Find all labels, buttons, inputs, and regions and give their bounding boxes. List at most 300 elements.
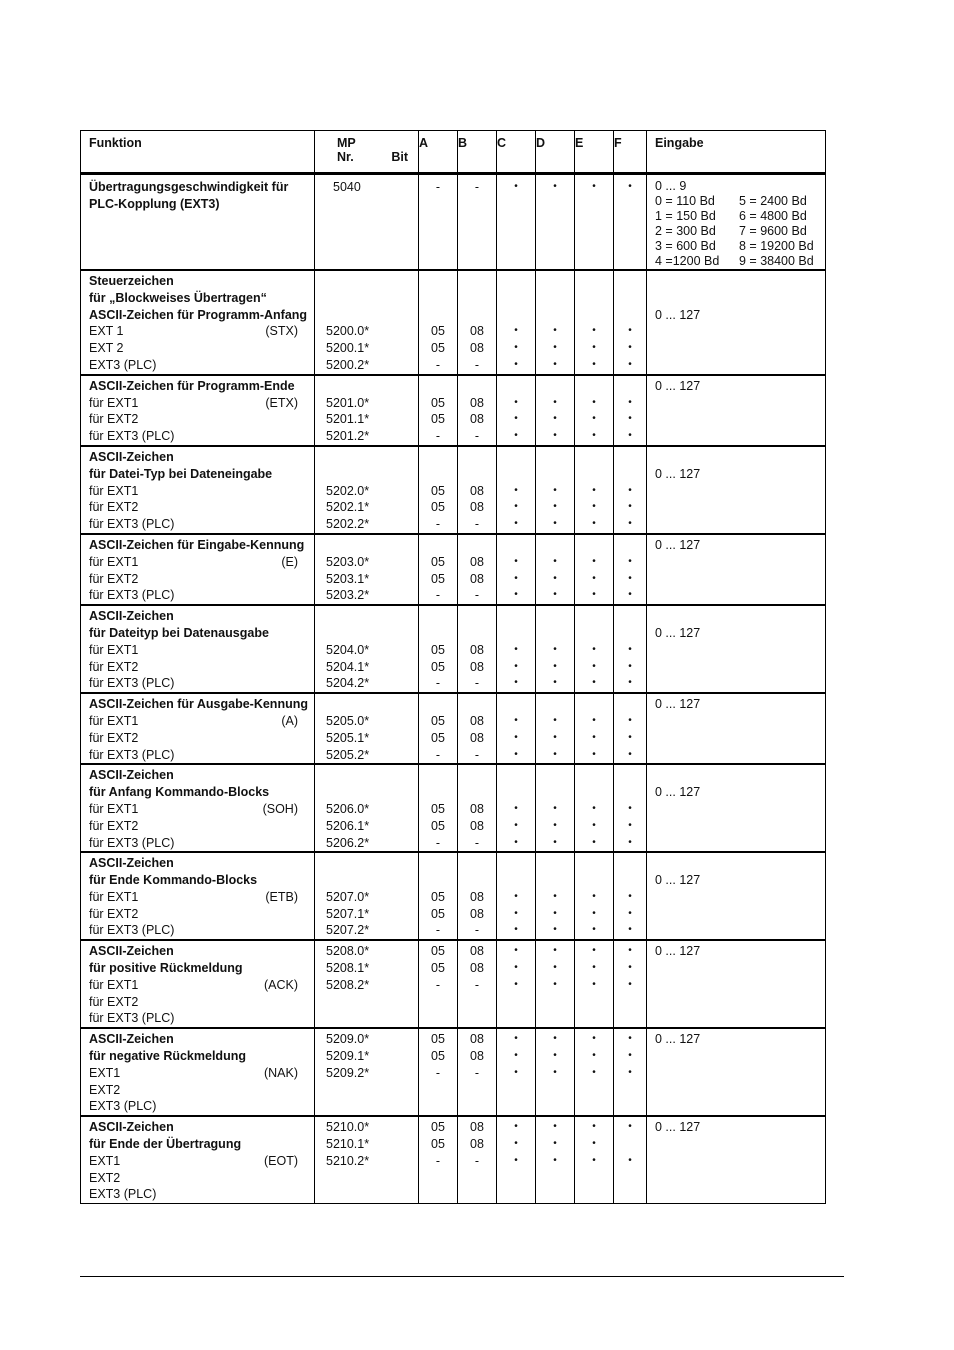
value-mark: • xyxy=(628,342,632,354)
value-mark xyxy=(575,449,613,466)
value-mark xyxy=(575,1170,613,1187)
function-text: für EXT2 xyxy=(89,906,139,921)
e-cell xyxy=(575,375,614,446)
value-mark: • xyxy=(628,802,632,814)
mp-number xyxy=(326,449,418,466)
value-mark xyxy=(614,1186,646,1203)
function-text: EXT1 xyxy=(89,1065,121,1080)
value-mark: • xyxy=(592,731,596,743)
mp-number xyxy=(326,767,418,784)
value-mark: • xyxy=(592,836,596,848)
value-mark xyxy=(419,1082,457,1099)
function-text: EXT 2 xyxy=(89,341,124,356)
value-mark: • xyxy=(553,358,557,370)
value-mark xyxy=(575,1010,613,1027)
mp-number: 5205.0* xyxy=(326,713,370,728)
value-mark: • xyxy=(553,413,557,425)
value-mark: • xyxy=(553,555,557,567)
value-mark xyxy=(575,625,613,642)
value-mark: • xyxy=(628,1066,632,1078)
mp-number: 5202.2* xyxy=(326,517,370,532)
control-code: (NAK) xyxy=(263,1065,298,1080)
value-mark xyxy=(497,855,535,872)
value-mark: • xyxy=(514,945,518,957)
mp-cell xyxy=(315,534,419,605)
eingabe-range: 0 ... 127 xyxy=(655,625,701,640)
value-mark xyxy=(419,466,457,483)
value-mark: 08 xyxy=(470,713,484,728)
function-cell xyxy=(81,375,315,446)
a-cell xyxy=(419,375,458,446)
value-mark: • xyxy=(628,1154,632,1166)
value-mark: • xyxy=(553,748,557,760)
eingabe-cell xyxy=(647,1028,826,1116)
value-mark: 05 xyxy=(431,554,445,569)
eingabe-range: 0 ... 127 xyxy=(655,378,701,393)
mp-number: 5200.0* xyxy=(326,324,370,339)
mp-number: 5210.1* xyxy=(326,1137,370,1152)
mp-number: 5203.0* xyxy=(326,554,370,569)
value-mark xyxy=(458,1170,496,1187)
value-mark xyxy=(614,1010,646,1027)
b-cell xyxy=(458,693,497,764)
function-text: ASCII-Zeichen xyxy=(89,768,174,783)
function-text: ASCII-Zeichen für Ausgabe-Kennung xyxy=(89,697,308,712)
baud-eingabe-cell: 0 ... 9 0 = 110 Bd 5 = 2400 Bd 1 = 150 Bd 6 = 4800 Bd 2 = 300 Bd 7 = 9600 Bd 3 = 600 Bd 8 = 19200 Bd 4 =1200 Bd 9 = 38400 Bd xyxy=(647,174,826,271)
mp-cell xyxy=(315,693,419,764)
value-mark xyxy=(614,994,646,1011)
value-mark xyxy=(458,1010,496,1027)
e-cell xyxy=(575,534,614,605)
function-text: für negative Rückmeldung xyxy=(89,1049,246,1064)
value-mark xyxy=(575,784,613,801)
mp-number xyxy=(326,1098,418,1115)
value-mark: • xyxy=(553,978,557,990)
function-cell xyxy=(81,1028,315,1116)
mp-number xyxy=(326,466,418,483)
function-text: EXT1 xyxy=(89,1153,121,1168)
value-mark xyxy=(614,1098,646,1115)
value-mark: • xyxy=(553,396,557,408)
value-mark: 08 xyxy=(470,906,484,921)
value-mark xyxy=(458,273,496,290)
d-cell xyxy=(536,1116,575,1203)
function-cell xyxy=(81,693,315,764)
function-cell xyxy=(81,852,315,940)
eingabe-cell xyxy=(647,693,826,764)
baud-rate-row xyxy=(81,174,826,271)
value-mark: • xyxy=(514,518,518,530)
function-text: ASCII-Zeichen für Programm-Anfang xyxy=(89,307,308,322)
value-mark: • xyxy=(628,358,632,370)
value-mark: • xyxy=(628,660,632,672)
value-mark xyxy=(419,994,457,1011)
value-mark: 05 xyxy=(431,395,445,410)
value-mark: • xyxy=(628,501,632,513)
value-mark: • xyxy=(628,714,632,726)
value-mark: • xyxy=(514,1121,518,1133)
value-mark xyxy=(458,307,496,324)
value-mark: 05 xyxy=(431,659,445,674)
value-mark: 05 xyxy=(431,341,445,356)
mp-number xyxy=(326,696,418,713)
a-cell xyxy=(419,1116,458,1203)
value-mark: - xyxy=(435,835,441,850)
value-mark: 08 xyxy=(470,1120,484,1135)
value-mark: 08 xyxy=(470,889,484,904)
eingabe-cell xyxy=(647,764,826,852)
baud-d-cell: • xyxy=(536,174,575,271)
value-mark: • xyxy=(514,589,518,601)
e-cell xyxy=(575,693,614,764)
value-mark xyxy=(497,1098,535,1115)
function-text: für EXT2 xyxy=(89,659,139,674)
value-mark: • xyxy=(592,1050,596,1062)
spacer xyxy=(655,449,825,466)
value-mark xyxy=(497,378,535,395)
value-mark: 08 xyxy=(470,324,484,339)
parameter-group-row xyxy=(81,605,826,693)
value-mark: • xyxy=(628,1121,632,1133)
f-cell xyxy=(614,270,647,375)
value-mark: • xyxy=(553,660,557,672)
value-mark xyxy=(536,994,574,1011)
value-mark: • xyxy=(592,748,596,760)
function-text: für EXT2 xyxy=(89,730,139,745)
value-mark: • xyxy=(553,731,557,743)
value-mark: • xyxy=(553,572,557,584)
value-mark: • xyxy=(514,978,518,990)
value-mark: 05 xyxy=(431,889,445,904)
value-mark: - xyxy=(474,747,480,762)
value-mark xyxy=(419,784,457,801)
mp-number xyxy=(326,1010,418,1027)
value-mark xyxy=(575,767,613,784)
mp-number xyxy=(326,1082,418,1099)
value-mark xyxy=(614,1136,646,1153)
value-mark: 05 xyxy=(431,1049,445,1064)
function-text: EXT3 (PLC) xyxy=(89,1187,157,1202)
function-line xyxy=(89,801,314,818)
value-mark: • xyxy=(514,342,518,354)
value-mark xyxy=(458,994,496,1011)
value-mark: • xyxy=(592,1033,596,1045)
value-mark xyxy=(419,608,457,625)
value-mark: - xyxy=(435,676,441,691)
function-text: für EXT1 xyxy=(89,713,139,728)
value-mark: - xyxy=(435,747,441,762)
value-mark xyxy=(419,1170,457,1187)
header-mp: MP Nr. Bit xyxy=(315,131,419,174)
function-text: für EXT3 (PLC) xyxy=(89,517,175,532)
value-mark: 05 xyxy=(431,412,445,427)
value-mark xyxy=(536,378,574,395)
value-mark: 08 xyxy=(470,395,484,410)
value-mark: • xyxy=(592,802,596,814)
value-mark: • xyxy=(514,1154,518,1166)
value-mark: 08 xyxy=(470,659,484,674)
value-mark: • xyxy=(592,342,596,354)
value-mark xyxy=(575,855,613,872)
f-cell xyxy=(614,940,647,1028)
value-mark: • xyxy=(592,643,596,655)
control-code: (E) xyxy=(281,554,298,569)
value-mark xyxy=(575,537,613,554)
mp-number xyxy=(326,290,418,307)
spacer xyxy=(655,608,825,625)
value-mark: • xyxy=(553,1050,557,1062)
mp-number: 5205.1* xyxy=(326,730,370,745)
value-mark: • xyxy=(628,325,632,337)
d-cell xyxy=(536,852,575,940)
mp-number: 5206.1* xyxy=(326,818,370,833)
function-cell xyxy=(81,605,315,693)
value-mark xyxy=(458,872,496,889)
parameter-group-row xyxy=(81,852,826,940)
c-cell xyxy=(497,693,536,764)
value-mark xyxy=(419,872,457,889)
parameter-group-row xyxy=(81,446,826,534)
function-text: für Anfang Kommando-Blocks xyxy=(89,785,270,800)
c-cell xyxy=(497,1116,536,1203)
value-mark: 05 xyxy=(431,1032,445,1047)
value-mark: • xyxy=(553,1066,557,1078)
mp-number: 5202.1* xyxy=(326,500,370,515)
mp-number xyxy=(326,872,418,889)
value-mark: • xyxy=(553,325,557,337)
value-mark: • xyxy=(514,572,518,584)
value-mark: • xyxy=(553,501,557,513)
value-mark xyxy=(536,872,574,889)
mp-cell xyxy=(315,270,419,375)
value-mark: • xyxy=(592,1066,596,1078)
value-mark xyxy=(497,1170,535,1187)
value-mark xyxy=(419,449,457,466)
value-mark xyxy=(614,767,646,784)
value-mark: • xyxy=(553,677,557,689)
value-mark: - xyxy=(435,357,441,372)
function-text: EXT3 (PLC) xyxy=(89,1099,157,1114)
value-mark: • xyxy=(553,518,557,530)
mp-cell xyxy=(315,605,419,693)
value-mark xyxy=(497,449,535,466)
value-mark: • xyxy=(628,890,632,902)
mp-number: 5209.0* xyxy=(326,1032,370,1047)
value-mark: • xyxy=(553,836,557,848)
baud-b-cell: - xyxy=(458,174,497,271)
value-mark: • xyxy=(628,907,632,919)
mp-number: 5203.2* xyxy=(326,588,370,603)
value-mark xyxy=(419,1010,457,1027)
value-mark: • xyxy=(514,962,518,974)
a-cell xyxy=(419,940,458,1028)
value-mark: • xyxy=(514,396,518,408)
value-mark: • xyxy=(514,501,518,513)
value-mark xyxy=(536,449,574,466)
value-mark xyxy=(536,1186,574,1203)
value-mark xyxy=(536,1098,574,1115)
baud-a-cell: - xyxy=(419,174,458,271)
function-text: für Datei-Typ bei Dateneingabe xyxy=(89,466,273,481)
f-cell xyxy=(614,693,647,764)
mp-number xyxy=(326,855,418,872)
value-mark: • xyxy=(514,430,518,442)
header-a: A xyxy=(419,131,458,174)
value-mark xyxy=(536,784,574,801)
d-cell xyxy=(536,446,575,534)
value-mark xyxy=(458,378,496,395)
e-cell xyxy=(575,270,614,375)
function-text: für EXT3 (PLC) xyxy=(89,923,175,938)
value-mark: • xyxy=(553,714,557,726)
value-mark xyxy=(497,784,535,801)
value-mark: • xyxy=(628,1050,632,1062)
value-mark xyxy=(575,378,613,395)
eingabe-cell xyxy=(647,605,826,693)
value-mark: • xyxy=(514,325,518,337)
value-mark xyxy=(458,1098,496,1115)
value-mark xyxy=(575,994,613,1011)
function-cell xyxy=(81,534,315,605)
value-mark: • xyxy=(628,748,632,760)
function-cell xyxy=(81,1116,315,1203)
function-text: für EXT1 xyxy=(89,642,139,657)
function-text: für EXT1 xyxy=(89,554,139,569)
value-mark: • xyxy=(592,555,596,567)
parameter-group-row xyxy=(81,375,826,446)
function-text: für Ende der Übertragung xyxy=(89,1137,242,1152)
mp-cell xyxy=(315,375,419,446)
mp-cell xyxy=(315,1116,419,1203)
function-text: für EXT3 (PLC) xyxy=(89,835,175,850)
mp-number xyxy=(326,608,418,625)
function-line xyxy=(89,554,314,571)
value-mark: • xyxy=(592,962,596,974)
mp-number xyxy=(326,625,418,642)
value-mark: 08 xyxy=(470,571,484,586)
b-cell xyxy=(458,1028,497,1116)
function-text: ASCII-Zeichen xyxy=(89,1120,174,1135)
value-mark: • xyxy=(628,924,632,936)
value-mark: • xyxy=(514,836,518,848)
value-mark: • xyxy=(514,555,518,567)
control-code: (STX) xyxy=(265,324,298,339)
value-mark: • xyxy=(514,484,518,496)
d-cell xyxy=(536,1028,575,1116)
function-line xyxy=(89,1065,314,1082)
mp-number: 5201.1* xyxy=(326,412,370,427)
value-mark xyxy=(419,1098,457,1115)
value-mark xyxy=(614,290,646,307)
value-mark: - xyxy=(435,588,441,603)
value-mark: - xyxy=(474,835,480,850)
value-mark xyxy=(575,466,613,483)
function-text: für positive Rückmeldung xyxy=(89,961,243,976)
mp-number xyxy=(326,994,418,1011)
spacer xyxy=(655,290,825,307)
value-mark: - xyxy=(474,977,480,992)
mp-number: 5204.1* xyxy=(326,659,370,674)
value-mark: - xyxy=(474,676,480,691)
value-mark xyxy=(497,994,535,1011)
value-mark: • xyxy=(592,1154,596,1166)
eingabe-cell xyxy=(647,852,826,940)
value-mark xyxy=(614,625,646,642)
value-mark: • xyxy=(592,358,596,370)
e-cell xyxy=(575,764,614,852)
value-mark: • xyxy=(592,1121,596,1133)
value-mark: • xyxy=(553,1033,557,1045)
value-mark: • xyxy=(592,1138,596,1150)
value-mark xyxy=(419,537,457,554)
value-mark: • xyxy=(514,677,518,689)
d-cell xyxy=(536,605,575,693)
mp-number: 5201.2* xyxy=(326,429,370,444)
function-line xyxy=(89,977,314,994)
b-cell xyxy=(458,852,497,940)
value-mark: • xyxy=(592,396,596,408)
function-line xyxy=(89,1153,314,1170)
value-mark: • xyxy=(628,819,632,831)
control-code: (A) xyxy=(281,713,298,728)
mp-number: 5200.2* xyxy=(326,357,370,372)
function-text: für EXT2 xyxy=(89,500,139,515)
value-mark: • xyxy=(514,660,518,672)
e-cell xyxy=(575,940,614,1028)
value-mark xyxy=(458,767,496,784)
spacer xyxy=(655,767,825,784)
value-mark: • xyxy=(514,643,518,655)
value-mark xyxy=(419,855,457,872)
function-text: EXT 1 xyxy=(89,324,124,339)
c-cell xyxy=(497,605,536,693)
value-mark xyxy=(536,273,574,290)
value-mark: 08 xyxy=(470,1137,484,1152)
value-mark xyxy=(575,1098,613,1115)
parameter-group-row xyxy=(81,940,826,1028)
f-cell xyxy=(614,1028,647,1116)
value-mark: 08 xyxy=(470,730,484,745)
b-cell xyxy=(458,375,497,446)
value-mark xyxy=(497,1082,535,1099)
value-mark: • xyxy=(628,413,632,425)
value-mark xyxy=(497,625,535,642)
value-mark: • xyxy=(553,1121,557,1133)
mp-number xyxy=(326,273,418,290)
value-mark: • xyxy=(628,978,632,990)
header-b: B xyxy=(458,131,497,174)
a-cell xyxy=(419,270,458,375)
value-mark: 08 xyxy=(470,341,484,356)
value-mark xyxy=(575,608,613,625)
d-cell xyxy=(536,764,575,852)
b-cell xyxy=(458,446,497,534)
value-mark xyxy=(458,625,496,642)
spacer xyxy=(655,273,825,290)
value-mark: • xyxy=(514,907,518,919)
value-mark: • xyxy=(553,430,557,442)
a-cell xyxy=(419,1028,458,1116)
function-text: für EXT1 xyxy=(89,977,139,992)
mp-number xyxy=(326,537,418,554)
value-mark xyxy=(575,1082,613,1099)
function-cell xyxy=(81,270,315,375)
mp-number: 5207.1* xyxy=(326,906,370,921)
value-mark xyxy=(614,378,646,395)
value-mark: • xyxy=(628,643,632,655)
value-mark xyxy=(497,466,535,483)
b-cell xyxy=(458,1116,497,1203)
